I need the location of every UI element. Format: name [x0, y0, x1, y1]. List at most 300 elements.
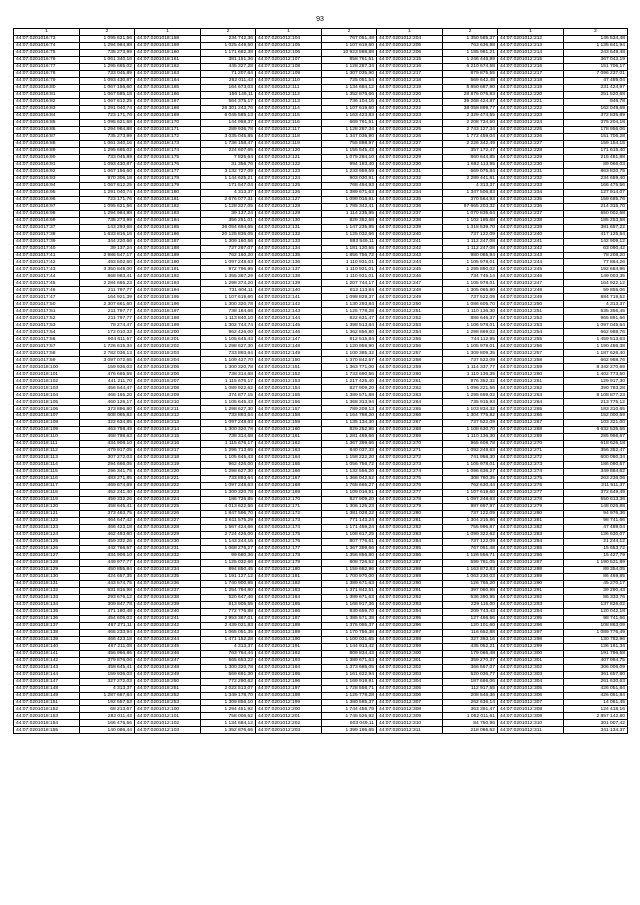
cadastral-number-cell: 44:07:0201018:174 [135, 147, 201, 154]
cadastral-value-cell: 813 905,55 [201, 601, 256, 608]
table-row [14, 252, 628, 259]
cadastral-value-cell: 162 049,69 [564, 105, 628, 112]
cadastral-value-cell: 827 909,20 [322, 385, 377, 392]
cadastral-number-cell: 44:07:0201018:209 [135, 392, 201, 399]
cadastral-number-cell: 44:07:0201012:102 [135, 720, 201, 727]
cadastral-value-cell: 618 626,18 [564, 441, 628, 448]
cadastral-value-cell: 1 692 113,95 [443, 161, 498, 168]
cadastral-number-cell: 44:07:0201018:195 [135, 294, 201, 301]
cadastral-value-cell: 3 132 727,09 [201, 168, 256, 175]
cadastral-value-cell: 373 463,75 [80, 510, 135, 517]
cadastral-number-cell: 44:07:0201018:249 [135, 671, 201, 678]
cadastral-value-cell: 2 208 734,50 [443, 119, 498, 126]
cadastral-value-cell: 772 290,62 [201, 678, 256, 685]
table-row [14, 175, 628, 182]
column-header: 1 [135, 29, 201, 36]
cadastral-value-cell: 6 210 674,58 [443, 63, 498, 70]
cadastral-value-cell: 456 544,47 [80, 385, 135, 392]
cadastral-value-cell: 2 782 036,13 [80, 350, 135, 357]
table-row [14, 273, 628, 280]
cadastral-value-cell: 789 209,13 [322, 406, 377, 413]
cadastral-value-cell: 1 736 158,47 [201, 140, 256, 147]
cadastral-value-cell: 356 352,47 [564, 448, 628, 455]
cadastral-value-cell: 171 547,04 [201, 182, 256, 189]
cadastral-number-cell: 44:07:0201012:309 [498, 713, 564, 720]
cadastral-number-cell: 44:07:0201012:276 [498, 482, 564, 489]
cadastral-number-cell: 44:07:0201012:110 [256, 77, 322, 84]
cadastral-value-cell: 211 797,77 [80, 315, 135, 322]
cadastral-number-cell: 44:07:0201018:138 [14, 629, 80, 636]
cadastral-value-cell: 124 418,16 [564, 706, 628, 713]
table-row [14, 168, 628, 175]
cadastral-number-cell: 44:07:0201018:101 [14, 371, 80, 378]
cadastral-value-cell: 735 915,93 [443, 399, 498, 406]
cadastral-value-cell: 1 302 744,74 [201, 322, 256, 329]
cadastral-number-cell: 44:07:0201012:117 [256, 126, 322, 133]
cadastral-number-cell: 44:07:0201018:185 [135, 224, 201, 231]
cadastral-value-cell: 1 768 665,27 [322, 482, 377, 489]
cadastral-value-cell: 120 101,60 [443, 622, 498, 629]
cadastral-value-cell: 1 389 671,63 [322, 189, 377, 196]
cadastral-value-cell: 26 301 243,76 [201, 105, 256, 112]
cadastral-value-cell: 1 291 040,74 [80, 105, 135, 112]
cadastral-value-cell: 1 125 778,28 [322, 692, 377, 699]
cadastral-value-cell: 1 132 556,20 [322, 469, 377, 476]
cadastral-value-cell: 1 389 671,63 [322, 657, 377, 664]
cadastral-number-cell: 44:07:0201012:218 [377, 77, 443, 84]
cadastral-value-cell: 1 158 222,20 [322, 455, 377, 462]
cadastral-number-cell: 44:07:0201012:179 [256, 559, 322, 566]
cadastral-number-cell: 44:07:0201012:308 [498, 706, 564, 713]
cadastral-value-cell: 1 098 829,37 [322, 294, 377, 301]
cadastral-value-cell: 229 115,00 [443, 601, 498, 608]
cadastral-number-cell: 44:07:0201018:127 [14, 552, 80, 559]
cadastral-value-cell: 1 114 337,77 [443, 364, 498, 371]
cadastral-number-cell: 44:07:0201016:84 [14, 112, 80, 119]
cadastral-value-cell: 1 363 771,00 [322, 364, 377, 371]
cadastral-value-cell: 737 522,09 [443, 357, 498, 364]
cadastral-value-cell: 218 086,52 [443, 727, 498, 734]
cadastral-value-cell: 1 100 031,65 [322, 636, 377, 643]
cadastral-number-cell: 44:07:0201012:130 [256, 217, 322, 224]
cadastral-value-cell: 1 169 919,91 [322, 678, 377, 685]
cadastral-value-cell: 1 052 011,61 [443, 713, 498, 720]
cadastral-number-cell: 44:07:0201018:247 [135, 657, 201, 664]
cadastral-value-cell: 608 065,82 [80, 413, 135, 420]
cadastral-value-cell: 127 914,07 [564, 189, 628, 196]
cadastral-value-cell: 3 350 848,00 [80, 266, 135, 273]
cadastral-number-cell: 44:07:0201012:245 [377, 266, 443, 273]
table-row [14, 636, 628, 643]
cadastral-value-cell: 103 321,00 [564, 420, 628, 427]
table-row [14, 657, 628, 664]
cadastral-value-cell: 829 252,96 [322, 427, 377, 434]
cadastral-value-cell: 1 309 856,10 [201, 699, 256, 706]
cadastral-number-cell: 44:07:0201018:241 [135, 615, 201, 622]
cadastral-number-cell: 44:07:0201016:90 [14, 154, 80, 161]
cadastral-value-cell: 1 294 984,88 [80, 126, 135, 133]
cadastral-value-cell: 185 253,58 [564, 217, 628, 224]
cadastral-value-cell: 1 385 571,38 [322, 615, 377, 622]
cadastral-number-cell: 44:07:0201012:253 [498, 322, 564, 329]
cadastral-number-cell: 44:07:0201012:307 [498, 699, 564, 706]
cadastral-value-cell: 1 304 215,86 [443, 517, 498, 524]
cadastral-value-cell: 1 307 035,90 [322, 70, 377, 77]
cadastral-value-cell: 1 190 486,38 [564, 343, 628, 350]
cadastral-number-cell: 44:07:0201017:40 [14, 245, 80, 252]
cadastral-value-cell: 1 171 682,38 [201, 49, 256, 56]
cadastral-value-cell: 1 300 320,78 [201, 301, 256, 308]
cadastral-value-cell: 89 066,03 [564, 161, 628, 168]
cadastral-number-cell: 44:07:0201012:251 [498, 308, 564, 315]
cadastral-number-cell: 44:07:0201012:248 [377, 287, 443, 294]
cadastral-value-cell: 1 144 913,42 [322, 643, 377, 650]
cadastral-value-cell: 308 780,35 [443, 476, 498, 483]
cadastral-number-cell: 44:07:0201012:279 [377, 503, 443, 510]
cadastral-value-cell: 1 125 778,28 [322, 308, 377, 315]
cadastral-number-cell: 44:07:0201012:284 [377, 538, 443, 545]
cadastral-number-cell: 44:07:0201018:130 [14, 573, 80, 580]
cadastral-number-cell: 44:07:0201012:263 [377, 392, 443, 399]
cadastral-value-cell: 379 876,06 [80, 657, 135, 664]
cadastral-number-cell: 44:07:0201012:226 [377, 133, 443, 140]
cadastral-number-cell: 44:07:0201012:174 [256, 524, 322, 531]
cadastral-number-cell: 44:07:0201012:104 [256, 35, 322, 42]
cadastral-value-cell: 1 295 890,02 [443, 266, 498, 273]
cadastral-number-cell: 44:07:0201012:203 [256, 727, 322, 734]
cadastral-number-cell: 44:07:0201018:135 [14, 608, 80, 615]
cadastral-value-cell: 807 776,61 [322, 538, 377, 545]
cadastral-value-cell: 980 085,94 [443, 252, 498, 259]
cadastral-number-cell: 44:07:0201012:274 [498, 469, 564, 476]
cadastral-value-cell: 493 502,60 [80, 259, 135, 266]
cadastral-number-cell: 44:07:0201012:227 [377, 140, 443, 147]
cadastral-number-cell: 44:07:0201017:43 [14, 266, 80, 273]
cadastral-value-cell: 1 125 032,66 [322, 231, 377, 238]
cadastral-value-cell: 1 728 558,71 [322, 685, 377, 692]
table-row [14, 385, 628, 392]
cadastral-value-cell: 1 105 645,43 [201, 455, 256, 462]
cadastral-number-cell: 44:07:0201018:232 [135, 552, 201, 559]
cadastral-value-cell: 156 146,11 [201, 91, 256, 98]
cadastral-value-cell: 459 332,26 [80, 496, 135, 503]
cadastral-number-cell: 44:07:0201012:231 [377, 168, 443, 175]
cadastral-number-cell: 44:07:0201018:173 [135, 140, 201, 147]
cadastral-value-cell: 322 634,85 [80, 420, 135, 427]
table-row [14, 105, 628, 112]
cadastral-value-cell: 464 647,42 [80, 517, 135, 524]
cadastral-value-cell: 1 115 676,17 [201, 441, 256, 448]
cadastral-value-cell: 733 893,64 [201, 476, 256, 483]
cadastral-number-cell: 44:07:0201017:57 [14, 343, 80, 350]
cadastral-number-cell: 44:07:0201012:270 [377, 441, 443, 448]
cadastral-value-cell: 1 181 120,55 [322, 245, 377, 252]
cadastral-number-cell: 44:07:0201018:180 [135, 189, 201, 196]
table-row [14, 413, 628, 420]
cadastral-value-cell: 146 534,48 [564, 35, 628, 42]
cadastral-number-cell: 44:07:0201018:160 [135, 49, 201, 56]
cadastral-number-cell: 44:07:0201018:102 [14, 378, 80, 385]
table-row [14, 84, 628, 91]
cadastral-number-cell: 44:07:0201012:241 [498, 238, 564, 245]
cadastral-number-cell: 44:07:0201018:221 [135, 476, 201, 483]
cadastral-number-cell: 44:07:0201018:151 [14, 699, 80, 706]
cadastral-value-cell: 962 426,00 [201, 329, 256, 336]
cadastral-number-cell: 44:07:0201012:162 [256, 441, 322, 448]
cadastral-value-cell: 460 126,17 [80, 399, 135, 406]
cadastral-value-cell: 744 112,95 [443, 336, 498, 343]
cadastral-number-cell: 44:07:0201018:237 [135, 587, 201, 594]
cadastral-value-cell: 1 100 385,32 [322, 350, 377, 357]
cadastral-value-cell: 296 341,75 [80, 469, 135, 476]
cadastral-value-cell: 1 061 340,16 [80, 140, 135, 147]
cadastral-number-cell: 44:07:0201012:175 [256, 531, 322, 538]
cadastral-value-cell: 1 112 247,08 [443, 238, 498, 245]
cadastral-value-cell: 289 936,78 [201, 126, 256, 133]
cadastral-number-cell: 44:07:0201018:239 [135, 601, 201, 608]
cadastral-number-cell: 44:07:0201018:216 [135, 441, 201, 448]
cadastral-value-cell: 1 126 556,71 [443, 552, 498, 559]
cadastral-number-cell: 44:07:0201012:186 [256, 608, 322, 615]
table-row [14, 482, 628, 489]
cadastral-value-cell: 1 170 756,38 [322, 629, 377, 636]
cadastral-number-cell: 44:07:0201018:140 [14, 643, 80, 650]
cadastral-value-cell: 727 267,07 [201, 245, 256, 252]
cadastral-number-cell: 44:07:0201012:205 [377, 42, 443, 49]
cadastral-number-cell: 44:07:0201012:157 [256, 406, 322, 413]
table-row [14, 517, 628, 524]
cadastral-value-cell: 1 125 032,66 [201, 559, 256, 566]
cadastral-number-cell: 44:07:0201012:199 [256, 699, 322, 706]
cadastral-value-cell: 359 270,37 [443, 657, 498, 664]
table-row [14, 329, 628, 336]
cadastral-number-cell: 44:07:0201012:234 [377, 189, 443, 196]
cadastral-value-cell: 435 052,21 [443, 643, 498, 650]
cadastral-number-cell: 44:07:0201018:234 [135, 566, 201, 573]
cadastral-number-cell: 44:07:0201012:134 [256, 245, 322, 252]
cadastral-value-cell: 1 318 539,70 [443, 224, 498, 231]
table-row [14, 587, 628, 594]
cadastral-value-cell: 211 797,77 [80, 308, 135, 315]
cadastral-number-cell: 44:07:0201012:125 [256, 182, 322, 189]
cadastral-number-cell: 44:07:0201012:256 [498, 343, 564, 350]
cadastral-value-cell: 84 750,96 [443, 720, 498, 727]
cadastral-value-cell: 2 857 142,80 [564, 713, 628, 720]
cadastral-number-cell: 44:07:0201012:165 [256, 462, 322, 469]
cadastral-number-cell: 44:07:0201012:306 [377, 692, 443, 699]
cadastral-number-cell: 44:07:0201018:220 [135, 469, 201, 476]
cadastral-number-cell: 44:07:0201018:105 [14, 399, 80, 406]
cadastral-value-cell: 143 293,68 [80, 224, 135, 231]
cadastral-number-cell: 44:07:0201012:148 [256, 343, 322, 350]
table-row [14, 287, 628, 294]
cadastral-number-cell: 44:07:0201012:143 [256, 308, 322, 315]
cadastral-number-cell: 44:07:0201018:152 [14, 706, 80, 713]
cadastral-number-cell: 44:07:0201012:257 [377, 350, 443, 357]
cadastral-value-cell: 370 564,93 [443, 196, 498, 203]
cadastral-number-cell: 44:07:0201017:52 [14, 315, 80, 322]
cadastral-value-cell: 78 208,20 [564, 252, 628, 259]
cadastral-number-cell: 44:07:0201016:73 [14, 35, 80, 42]
cadastral-number-cell: 44:07:0201016:95 [14, 189, 80, 196]
cadastral-value-cell: 36 054 694,65 [201, 224, 256, 231]
table-row [14, 70, 628, 77]
cadastral-number-cell: 44:07:0201012:201 [256, 713, 322, 720]
cadastral-number-cell: 44:07:0201018:206 [135, 371, 201, 378]
cadastral-value-cell: 1 281 469,66 [322, 434, 377, 441]
cadastral-value-cell: 458 645,41 [80, 664, 135, 671]
cadastral-value-cell: 434 908,10 [80, 441, 135, 448]
cadastral-value-cell: 903 030,91 [322, 175, 377, 182]
cadastral-number-cell: 44:07:0201012:108 [256, 63, 322, 70]
column-header: 2 [322, 29, 377, 36]
column-header: 1 [14, 29, 80, 36]
cadastral-value-cell: 1 300 320,78 [201, 364, 256, 371]
cadastral-number-cell: 44:07:0201012:249 [498, 294, 564, 301]
cadastral-number-cell: 44:07:0201018:142 [14, 657, 80, 664]
cadastral-number-cell: 44:07:0201018:133 [14, 594, 80, 601]
table-row [14, 650, 628, 657]
cadastral-number-cell: 44:07:0201012:228 [377, 147, 443, 154]
cadastral-number-cell: 44:07:0201012:221 [498, 98, 564, 105]
cadastral-value-cell: 1 097 248,63 [201, 259, 256, 266]
cadastral-number-cell: 44:07:0201012:285 [498, 545, 564, 552]
cadastral-value-cell: 2 724 426,00 [201, 531, 256, 538]
cadastral-number-cell: 44:07:0201012:116 [256, 119, 322, 126]
cadastral-number-cell: 44:07:0201012:107 [256, 56, 322, 63]
cadastral-number-cell: 44:07:0201012:200 [256, 706, 322, 713]
cadastral-number-cell: 44:07:0201012:223 [377, 112, 443, 119]
cadastral-value-cell: 209 743,43 [443, 608, 498, 615]
cadastral-value-cell: 809 834,43 [322, 650, 377, 657]
column-header: 2 [564, 29, 628, 36]
cadastral-number-cell: 44:07:0201017:39 [14, 238, 80, 245]
cadastral-number-cell: 44:07:0201012:113 [256, 98, 322, 105]
cadastral-number-cell: 44:07:0201012:153 [256, 378, 322, 385]
cadastral-value-cell: 178 956,06 [564, 126, 628, 133]
cadastral-number-cell: 44:07:0201012:242 [498, 245, 564, 252]
cadastral-value-cell: 465 233,94 [80, 629, 135, 636]
cadastral-number-cell: 44:07:0201012:296 [498, 622, 564, 629]
cadastral-number-cell: 44:07:0201012:230 [377, 161, 443, 168]
cadastral-number-cell: 44:07:0201012:114 [256, 105, 322, 112]
cadastral-number-cell: 44:07:0201018:106 [14, 406, 80, 413]
cadastral-value-cell: 294 666,05 [80, 462, 135, 469]
cadastral-number-cell: 44:07:0201012:261 [377, 378, 443, 385]
cadastral-value-cell: 1 185 981,21 [443, 49, 498, 56]
table-row [14, 601, 628, 608]
cadastral-number-cell: 44:07:0201012:258 [498, 357, 564, 364]
table-row [14, 119, 628, 126]
cadastral-number-cell: 44:07:0201012:139 [256, 280, 322, 287]
cadastral-value-cell: 97 665 203,32 [443, 203, 498, 210]
cadastral-number-cell: 44:07:0201018:227 [135, 517, 201, 524]
cadastral-value-cell: 879 875,55 [443, 70, 498, 77]
cadastral-number-cell: 44:07:0201012:252 [377, 315, 443, 322]
cadastral-number-cell: 44:07:0201012:261 [498, 378, 564, 385]
cadastral-number-cell: 44:07:0201012:297 [377, 629, 443, 636]
cadastral-value-cell: 7 096 237,01 [564, 70, 628, 77]
cadastral-number-cell: 44:07:0201012:193 [256, 657, 322, 664]
cadastral-value-cell: 550 002,58 [564, 210, 628, 217]
table-row [14, 56, 628, 63]
cadastral-value-cell: 1 309 160,56 [201, 238, 256, 245]
cadastral-number-cell: 44:07:0201012:282 [377, 524, 443, 531]
cadastral-value-cell: 858 761,51 [322, 56, 377, 63]
cadastral-number-cell: 44:07:0201012:292 [498, 594, 564, 601]
cadastral-value-cell: 1 110 931,01 [322, 266, 377, 273]
table-row [14, 343, 628, 350]
cadastral-number-cell: 44:07:0201012:243 [498, 252, 564, 259]
cadastral-value-cell: 183 310,65 [564, 406, 628, 413]
cadastral-value-cell: 763 636,98 [443, 42, 498, 49]
cadastral-value-cell: 166 475,56 [564, 182, 628, 189]
cadastral-number-cell: 44:07:0201018:120 [14, 503, 80, 510]
cadastral-value-cell: 142 909,12 [564, 238, 628, 245]
table-row [14, 608, 628, 615]
cadastral-number-cell: 44:07:0201012:311 [498, 727, 564, 734]
cadastral-number-cell: 44:07:0201018:243 [135, 629, 201, 636]
cadastral-number-cell: 44:07:0201018:129 [14, 566, 80, 573]
cadastral-number-cell: 44:07:0201012:250 [498, 301, 564, 308]
cadastral-number-cell: 44:07:0201012:172 [256, 510, 322, 517]
table-row [14, 448, 628, 455]
cadastral-value-cell: 234 742,36 [201, 35, 256, 42]
cadastral-number-cell: 44:07:0201012:220 [498, 91, 564, 98]
cadastral-number-cell: 44:07:0201018:175 [135, 154, 201, 161]
cadastral-value-cell: 755 996,87 [443, 524, 498, 531]
cadastral-number-cell: 44:07:0201012:255 [377, 336, 443, 343]
cadastral-value-cell: 361 657,80 [564, 671, 628, 678]
cadastral-value-cell: 886 646,37 [443, 315, 498, 322]
cadastral-value-cell: 994 183,40 [322, 161, 377, 168]
cadastral-value-cell: 1 373 685,05 [322, 664, 377, 671]
cadastral-number-cell: 44:07:0201012:111 [256, 84, 322, 91]
cadastral-number-cell: 44:07:0201012:252 [498, 315, 564, 322]
cadastral-number-cell: 44:07:0201018:213 [135, 420, 201, 427]
cadastral-value-cell: 829 352,68 [322, 217, 377, 224]
cadastral-value-cell: 1 067 585,18 [80, 91, 135, 98]
cadastral-number-cell: 44:07:0201012:144 [256, 315, 322, 322]
cadastral-number-cell: 44:07:0201016:93 [14, 175, 80, 182]
table-row [14, 524, 628, 531]
cadastral-value-cell: 159 936,03 [80, 671, 135, 678]
cadastral-value-cell: 251 520,68 [564, 91, 628, 98]
cadastral-value-cell: 1 092 248,63 [443, 448, 498, 455]
cadastral-number-cell: 44:07:0201018:149 [14, 692, 80, 699]
cadastral-number-cell: 44:07:0201012:293 [377, 601, 443, 608]
cadastral-value-cell: 211 511,37 [564, 482, 628, 489]
cadastral-number-cell: 44:07:0201012:291 [377, 587, 443, 594]
cadastral-value-cell: 860 644,85 [443, 154, 498, 161]
cadastral-number-cell: 44:07:0201012:266 [498, 413, 564, 420]
cadastral-number-cell: 44:07:0201018:132 [14, 587, 80, 594]
cadastral-number-cell: 44:07:0201012:189 [256, 629, 322, 636]
cadastral-number-cell: 44:07:0201016:78 [14, 70, 80, 77]
cadastral-number-cell: 44:07:0201018:230 [135, 538, 201, 545]
cadastral-value-cell: 306 006,09 [564, 664, 628, 671]
cadastral-number-cell: 44:07:0201012:262 [377, 385, 443, 392]
cadastral-value-cell: 39 137,24 [80, 245, 135, 252]
cadastral-value-cell: 1 171 459,24 [322, 524, 377, 531]
cadastral-number-cell: 44:07:0201012:204 [377, 35, 443, 42]
cadastral-number-cell: 44:07:0201012:274 [377, 469, 443, 476]
cadastral-number-cell: 44:07:0201018:219 [135, 462, 201, 469]
cadastral-number-cell: 44:07:0201012:197 [256, 685, 322, 692]
cadastral-value-cell: 263 236,06 [564, 476, 628, 483]
cadastral-number-cell: 44:07:0201012:155 [256, 392, 322, 399]
cadastral-number-cell: 44:07:0201018:128 [14, 559, 80, 566]
